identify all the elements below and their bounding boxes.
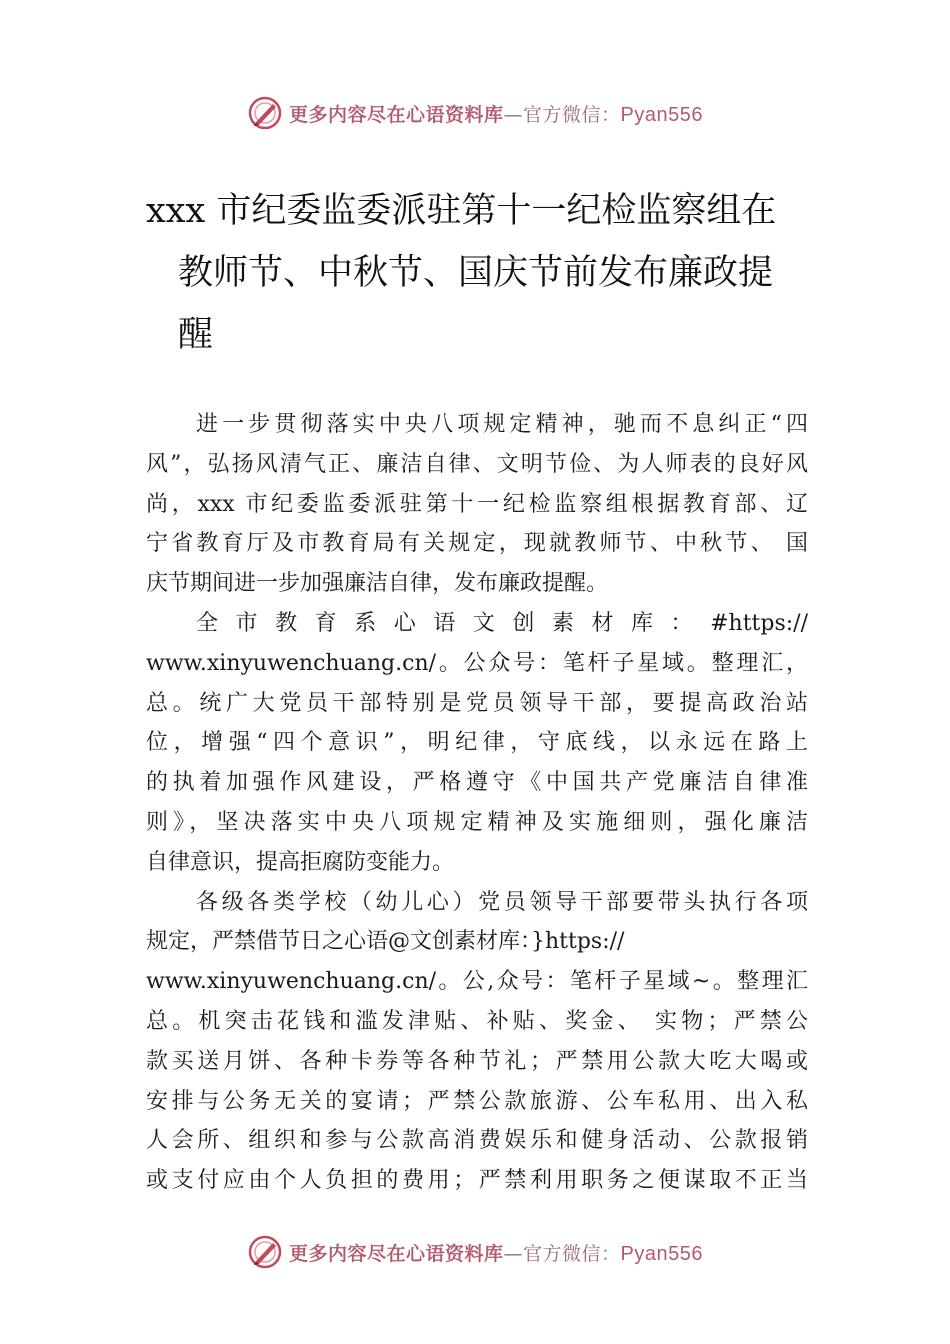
pen-seal-logo-icon (247, 1234, 283, 1270)
paragraph-line: 进一步贯彻落实中央八项规定精神，驰而不息纠正“四 (196, 412, 808, 437)
document-title (146, 180, 826, 366)
paragraph-line: 则》，坚决落实中央八项规定精神及实施细则，强化廉洁 (146, 809, 808, 835)
paragraph-line: 自律意识，提高拒腐防变能力。 (146, 849, 455, 875)
paragraph-line: 规定，严禁借节日之心语@文创素材库：}https:// (146, 929, 625, 955)
paragraph-line: 总。机突击花钱和滥发津贴、补贴、奖金、 实物；严禁公 (146, 1008, 808, 1034)
banner-wechat-label: —官方微信： (503, 103, 621, 126)
banner-wechat-label: —官方微信： (503, 1242, 621, 1265)
paragraph-line: www.xinyuwenchuang.cn/。公,众号：笔杆子星域~。整理汇 (146, 969, 808, 995)
title-line-1: xxx 市纪委监委派驻第十一纪检监察组在 (146, 191, 777, 231)
header-banner (0, 93, 950, 133)
document-body (146, 405, 808, 1201)
pen-seal-logo-icon (247, 95, 283, 131)
banner-site-name: 更多内容尽在心语资料库 (289, 103, 504, 126)
paragraph-line: 位，增强“四个意识”，明纪律，守底线，以永远在路上 (146, 730, 808, 756)
paragraph-line: 各级各类学校（幼儿心）党员领导干部要带头执行各项 (196, 889, 808, 915)
paragraph-3 (146, 883, 808, 1201)
title-line-3: 醒 (178, 315, 214, 355)
paragraph-line: 总。统广大党员干部特别是党员领导干部，要提高政治站 (146, 690, 808, 716)
banner-text (289, 100, 703, 127)
banner-text (289, 1239, 703, 1266)
paragraph-line: 人会所、组织和参与公款高消费娱乐和健身活动、公款报销 (146, 1128, 808, 1154)
paragraph-line: www.xinyuwenchuang.cn/。公众号：笔杆子星域。整理汇， (146, 650, 808, 676)
paragraph-1 (146, 405, 808, 604)
paragraph-line: 尚，xxx 市纪委监委派驻第十一纪检监察组根据教育部、辽 (146, 491, 808, 517)
paragraph-line: 庆节期间进一步加强廉洁自律，发布廉政提醒。 (146, 571, 609, 597)
paragraph-line: 安排与公务无关的宴请；严禁公款旅游、公车私用、出入私 (146, 1088, 808, 1114)
paragraph-line: 或支付应由个人负担的费用；严禁利用职务之便谋取不正当 (146, 1168, 808, 1194)
paragraph-line: 的执着加强作风建设，严格遵守《中国共产党廉洁自律准 (146, 770, 808, 796)
footer-banner (0, 1232, 950, 1272)
banner-wechat-id: Pyan556 (620, 103, 703, 126)
paragraph-line: 宁省教育厅及市教育局有关规定，现就教师节、中秋节、 国 (146, 531, 808, 557)
title-line-2: 教师节、中秋节、国庆节前发布廉政提 (178, 253, 774, 293)
paragraph-line: 风”，弘扬风清气正、廉洁自律、文明节俭、为人师表的良好风 (146, 451, 808, 477)
paragraph-line: 全 市 教 育 系 心 语 文 创 素 材 库 ： #https:// (196, 610, 808, 636)
banner-site-name: 更多内容尽在心语资料库 (289, 1242, 504, 1265)
paragraph-2 (146, 604, 808, 883)
banner-wechat-id: Pyan556 (620, 1242, 703, 1265)
paragraph-line: 款买送月饼、各种卡券等各种节礼；严禁用公款大吃大喝或 (146, 1048, 808, 1074)
